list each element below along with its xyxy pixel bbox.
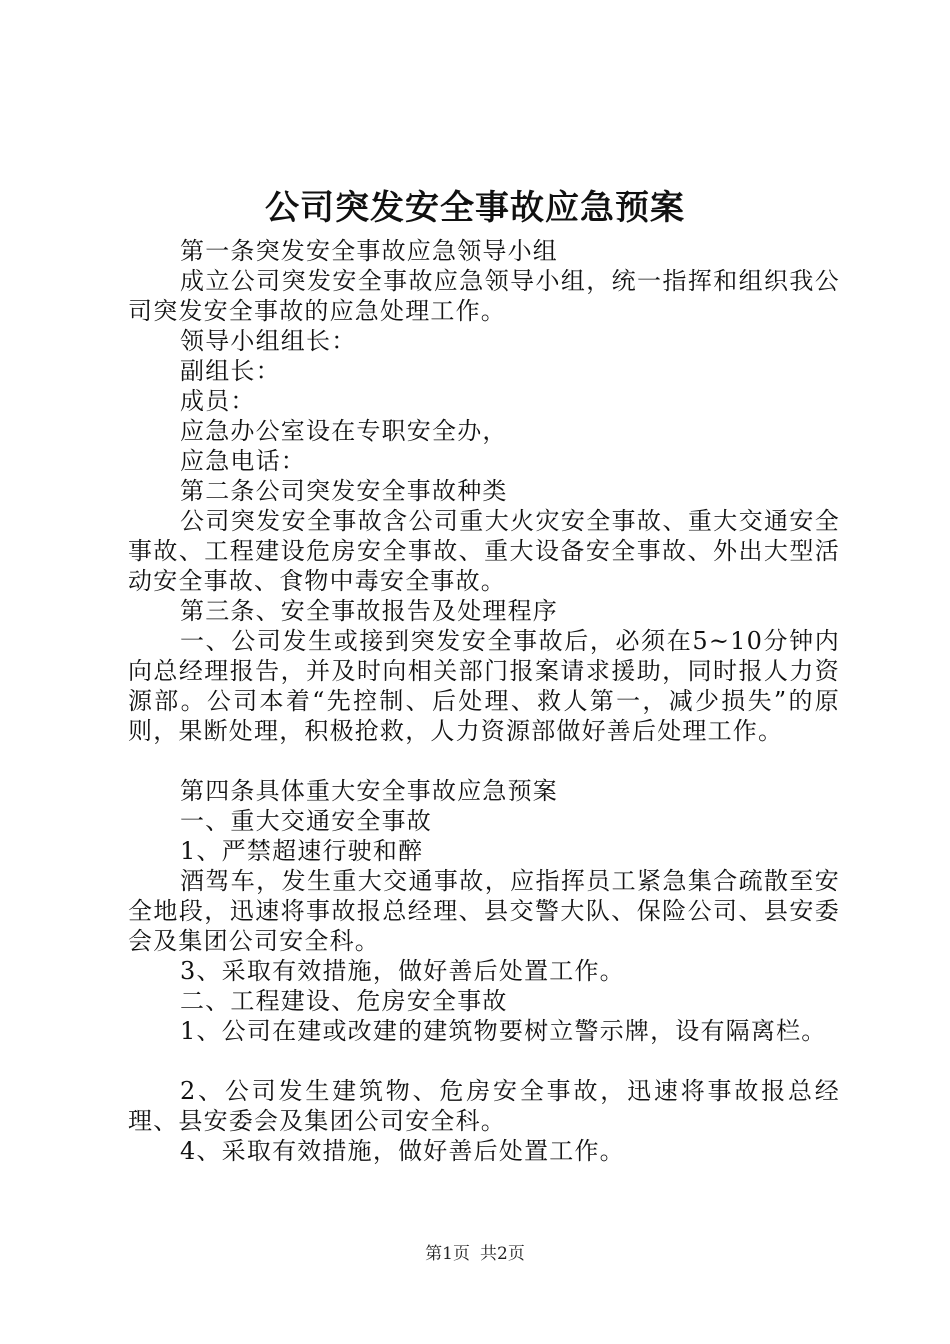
paragraph: 2、公司发生建筑物、危房安全事故，迅速将事故报总经理、县安委会及集团公司安全科。 xyxy=(128,1077,840,1135)
section-heading-2: 第二条公司突发安全事故种类 xyxy=(180,477,508,505)
paragraph: 4、采取有效措施，做好善后处置工作。 xyxy=(180,1137,625,1165)
section-heading-1: 第一条突发安全事故应急领导小组 xyxy=(180,237,558,265)
paragraph: 一、公司发生或接到突发安全事故后，必须在5~10分钟内向总经理报告，并及时向相关部门报案请求援助，同时报人力资源部。公司本着“先控制、后处理、救人第一，减少损失”的原则，果断处理，积极抢救，人力资源部做好善后处理工作。 xyxy=(128,627,840,745)
page-total: 共2页 xyxy=(480,1244,525,1264)
paragraph: 应急电话： xyxy=(180,447,306,475)
document-title: 公司突发安全事故应急预案 xyxy=(265,188,685,228)
paragraph: 副组长： xyxy=(180,357,281,385)
section-heading-4: 第四条具体重大安全事故应急预案 xyxy=(180,777,558,805)
subsection-heading: 一、重大交通安全事故 xyxy=(180,807,432,835)
section-heading-3: 第三条、安全事故报告及处理程序 xyxy=(180,597,558,625)
paragraph: 成员： xyxy=(180,387,256,415)
paragraph: 应急办公室设在专职安全办， xyxy=(180,417,508,445)
page-number: 第1页 xyxy=(425,1244,470,1264)
subsection-heading: 二、工程建设、危房安全事故 xyxy=(180,987,508,1015)
paragraph: 领导小组组长： xyxy=(180,327,357,355)
paragraph: 酒驾车，发生重大交通事故，应指挥员工紧急集合疏散至安全地段，迅速将事故报总经理、县交警大队、保险公司、县安委会及集团公司安全科。 xyxy=(128,867,840,955)
document-body xyxy=(128,236,840,1166)
paragraph: 1、严禁超速行驶和醉 xyxy=(180,837,424,865)
paragraph: 3、采取有效措施，做好善后处置工作。 xyxy=(180,957,625,985)
page-footer xyxy=(0,1243,950,1265)
paragraph: 成立公司突发安全事故应急领导小组，统一指挥和组织我公司突发安全事故的应急处理工作。 xyxy=(128,267,840,325)
paragraph: 1、公司在建或改建的建筑物要树立警示牌，设有隔离栏。 xyxy=(180,1017,827,1045)
paragraph: 公司突发安全事故含公司重大火灾安全事故、重大交通安全事故、工程建设危房安全事故、重大设备安全事故、外出大型活动安全事故、食物中毒安全事故。 xyxy=(128,507,840,595)
